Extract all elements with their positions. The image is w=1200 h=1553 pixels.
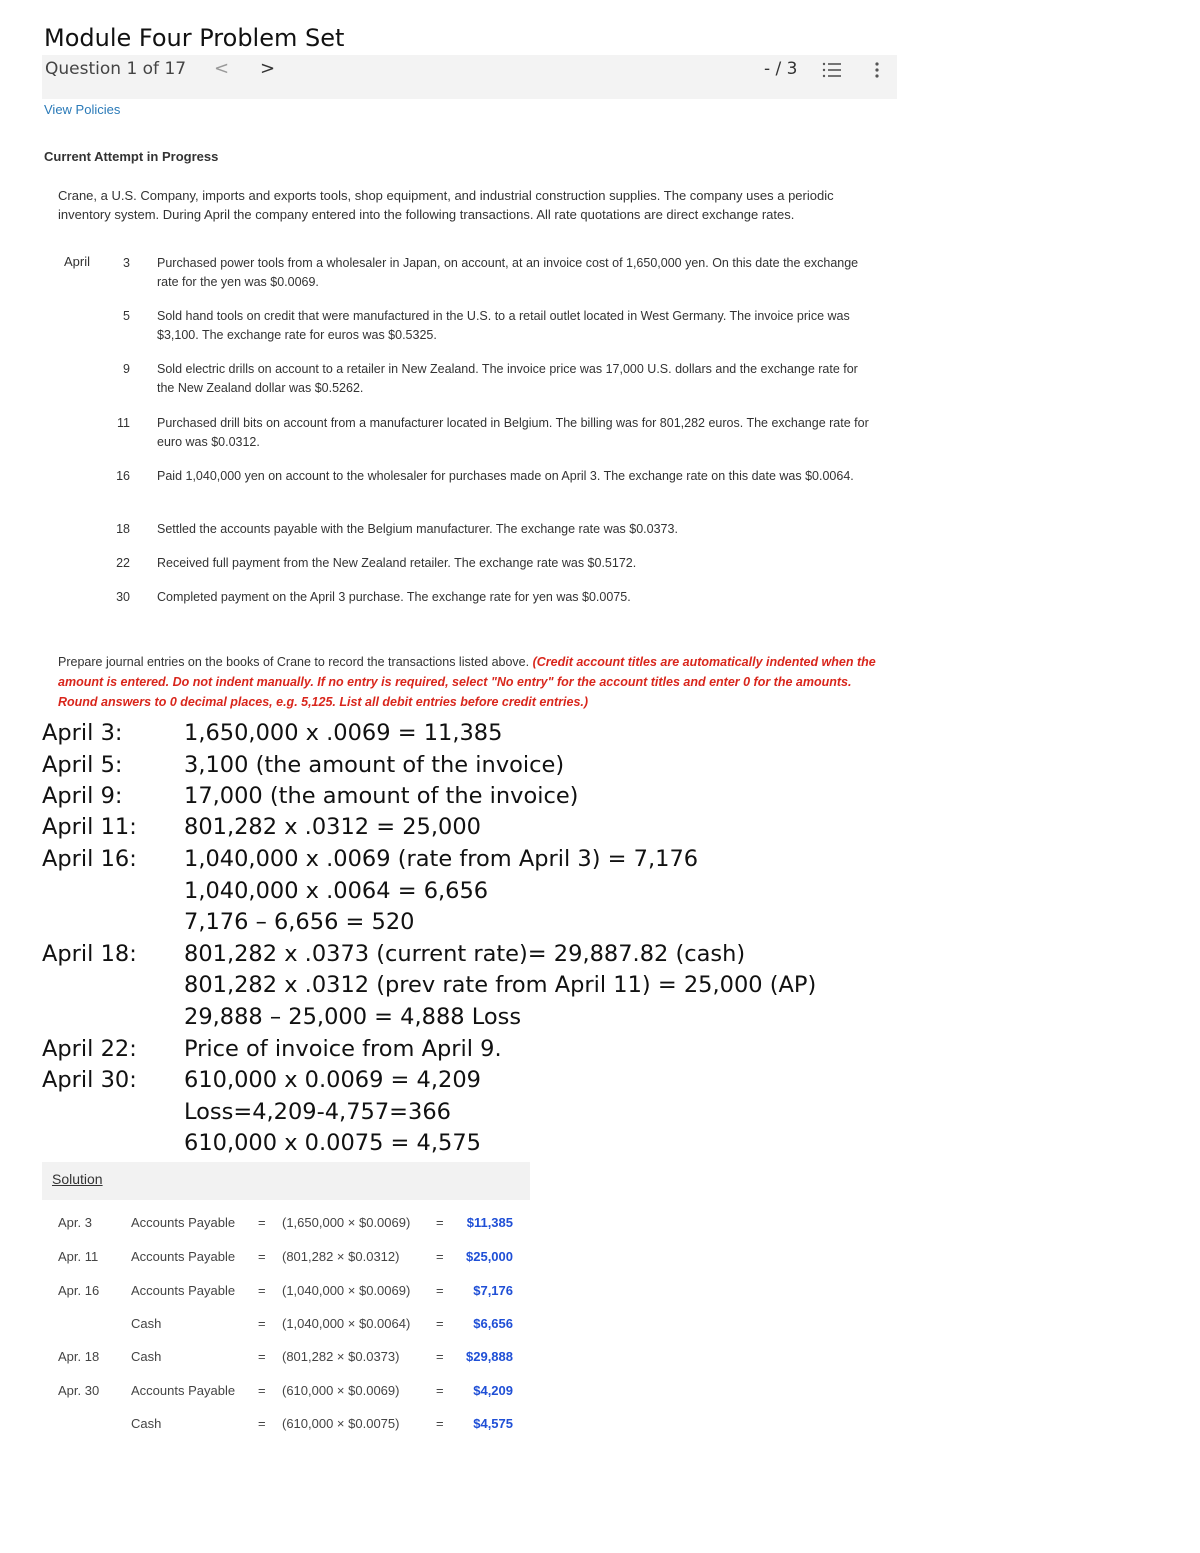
solution-amount: $4,575: [473, 1416, 513, 1431]
solution-calculation: (610,000 × $0.0075): [282, 1416, 400, 1431]
solution-account: Accounts Payable: [131, 1249, 236, 1264]
note-value: 17,000 (the amount of the invoice): [184, 783, 579, 809]
note-value: 610,000 x 0.0075 = 4,575: [184, 1130, 481, 1156]
solution-date: Apr. 3: [58, 1215, 92, 1230]
solution-amount: $25,000: [466, 1249, 513, 1264]
transaction-day: 9: [123, 362, 130, 376]
solution-equals: =: [436, 1215, 444, 1230]
solution-equals: =: [258, 1383, 266, 1398]
instructions-warning: (Credit account titles are automatically indented when the amount is entered. Do not indent manually. If no entry is required, select "No entry" for the account titles and enter 0 for the amounts. Round answers to 0 decimal places, e.g. 5,125. List all debit entries before credit entries.): [58, 655, 876, 709]
transaction-text: Sold electric drills on account to a retailer in New Zealand. The invoice price was 17,000 U.S. dollars and the exchange rate for the New Zealand dollar was $0.5262.: [157, 362, 858, 395]
solution-row: [58, 1249, 538, 1269]
solution-calculation: (1,040,000 × $0.0069): [282, 1283, 411, 1298]
transaction-text: Paid 1,040,000 yen on account to the wholesaler for purchases made on April 3. The exchange rate on this date was $0.0064.: [157, 469, 854, 483]
note-value: 3,100 (the amount of the invoice): [184, 752, 565, 778]
transaction-day: 18: [116, 522, 130, 536]
more-options-icon[interactable]: [874, 61, 880, 79]
transaction-day: 11: [117, 416, 130, 430]
note-value: 610,000 x 0.0069 = 4,209: [184, 1067, 481, 1093]
solution-account: Cash: [131, 1316, 162, 1331]
solution-equals: =: [436, 1349, 444, 1364]
solution-account: Cash: [131, 1349, 162, 1364]
solution-row: [58, 1215, 538, 1235]
instructions-text: Prepare journal entries on the books of Crane to record the transactions listed above.: [58, 655, 530, 669]
transaction-text: Completed payment on the April 3 purchase. The exchange rate for yen was $0.0075.: [157, 590, 631, 604]
question-list-icon[interactable]: [822, 61, 842, 79]
note-value: 7,176 – 6,656 = 520: [184, 909, 415, 935]
transaction-text: Received full payment from the New Zealand retailer. The exchange rate was $0.5172.: [157, 556, 637, 570]
transaction-month: April: [64, 254, 91, 269]
solution-row: [58, 1349, 538, 1369]
transaction-day: 22: [116, 556, 130, 570]
transaction-text: Purchased drill bits on account from a manufacturer located in Belgium. The billing was for 801,282 euros. The exchange rate for euro was $0.0312.: [157, 416, 869, 449]
view-policies-link[interactable]: View Policies: [44, 102, 121, 117]
note-value: 1,040,000 x .0069 (rate from April 3) = 7,176: [184, 846, 699, 872]
solution-row: [58, 1383, 538, 1403]
solution-amount: $4,209: [473, 1383, 513, 1398]
solution-equals: =: [436, 1316, 444, 1331]
solution-equals: =: [258, 1215, 266, 1230]
note-value: 1,650,000 x .0069 = 11,385: [184, 720, 503, 746]
solution-calculation: (801,282 × $0.0373): [282, 1349, 400, 1364]
transaction-text: Sold hand tools on credit that were manufactured in the U.S. to a retail outlet located in West Germany. The invoice price was $3,100. The exchange rate for euros was $0.5325.: [157, 309, 850, 342]
solution-equals: =: [258, 1283, 266, 1298]
note-label: April 3:: [42, 720, 123, 746]
note-label: April 18:: [42, 941, 137, 967]
transaction-day: 16: [116, 469, 130, 483]
transaction-text: Purchased power tools from a wholesaler in Japan, on account, at an invoice cost of 1,650,000 yen. On this date the exchange rate for the yen was $0.0069.: [157, 256, 859, 289]
solution-equals: =: [258, 1416, 266, 1431]
solution-date: Apr. 18: [58, 1349, 100, 1364]
note-value: 801,282 x .0312 = 25,000: [184, 814, 481, 840]
note-value: 29,888 – 25,000 = 4,888 Loss: [184, 1004, 522, 1030]
instructions: [58, 652, 888, 712]
document-title: Module Four Problem Set: [44, 24, 345, 52]
solution-link[interactable]: Solution: [52, 1171, 103, 1187]
solution-amount: $7,176: [473, 1283, 513, 1298]
note-label: April 11:: [42, 814, 137, 840]
solution-amount: $29,888: [466, 1349, 513, 1364]
solution-calculation: (1,040,000 × $0.0064): [282, 1316, 411, 1331]
solution-date: Apr. 30: [58, 1383, 100, 1398]
solution-account: Cash: [131, 1416, 162, 1431]
note-label: April 5:: [42, 752, 123, 778]
solution-date: Apr. 11: [58, 1249, 99, 1264]
note-label: April 16:: [42, 846, 137, 872]
transaction-day: 3: [123, 256, 130, 270]
solution-amount: $11,385: [466, 1215, 513, 1230]
note-label: April 22:: [42, 1036, 137, 1062]
solution-account: Accounts Payable: [131, 1283, 236, 1298]
solution-calculation: (610,000 × $0.0069): [282, 1383, 400, 1398]
solution-account: Accounts Payable: [131, 1383, 236, 1398]
score-display: - / 3: [764, 59, 798, 79]
solution-row: [58, 1316, 538, 1336]
note-value: Price of invoice from April 9.: [184, 1036, 502, 1062]
solution-equals: =: [436, 1283, 444, 1298]
solution-calculation: (801,282 × $0.0312): [282, 1249, 400, 1264]
solution-date: Apr. 16: [58, 1283, 100, 1298]
solution-row: [58, 1283, 538, 1303]
transaction-day: 30: [116, 590, 130, 604]
note-value: 801,282 x .0373 (current rate)= 29,887.82 (cash): [184, 941, 746, 967]
solution-row: [58, 1416, 538, 1436]
note-label: April 9:: [42, 783, 123, 809]
note-value: 1,040,000 x .0064 = 6,656: [184, 878, 489, 904]
question-bar: [42, 55, 897, 99]
solution-account: Accounts Payable: [131, 1215, 236, 1230]
note-value: 801,282 x .0312 (prev rate from April 11) = 25,000 (AP): [184, 972, 817, 998]
attempt-status: Current Attempt in Progress: [44, 149, 219, 164]
solution-equals: =: [258, 1349, 266, 1364]
transaction-day: 5: [123, 309, 130, 323]
note-label: April 30:: [42, 1067, 137, 1093]
solution-equals: =: [258, 1316, 266, 1331]
solution-equals: =: [436, 1249, 444, 1264]
solution-calculation: (1,650,000 × $0.0069): [282, 1215, 411, 1230]
solution-equals: =: [436, 1416, 444, 1431]
problem-intro: Crane, a U.S. Company, imports and exports tools, shop equipment, and industrial construction supplies. The company uses a periodic inventory system. During April the company entered into the following transactions. All rate quotations are direct exchange rates.: [58, 188, 834, 222]
transaction-text: Settled the accounts payable with the Belgium manufacturer. The exchange rate was $0.0373.: [157, 522, 678, 536]
solution-amount: $6,656: [473, 1316, 513, 1331]
next-question-button[interactable]: >: [260, 58, 276, 79]
solution-bar: [42, 1162, 530, 1200]
solution-equals: =: [258, 1249, 266, 1264]
previous-question-button[interactable]: <: [214, 58, 230, 79]
solution-equals: =: [436, 1383, 444, 1398]
note-value: Loss=4,209-4,757=366: [184, 1099, 451, 1125]
question-counter: Question 1 of 17: [45, 59, 187, 79]
